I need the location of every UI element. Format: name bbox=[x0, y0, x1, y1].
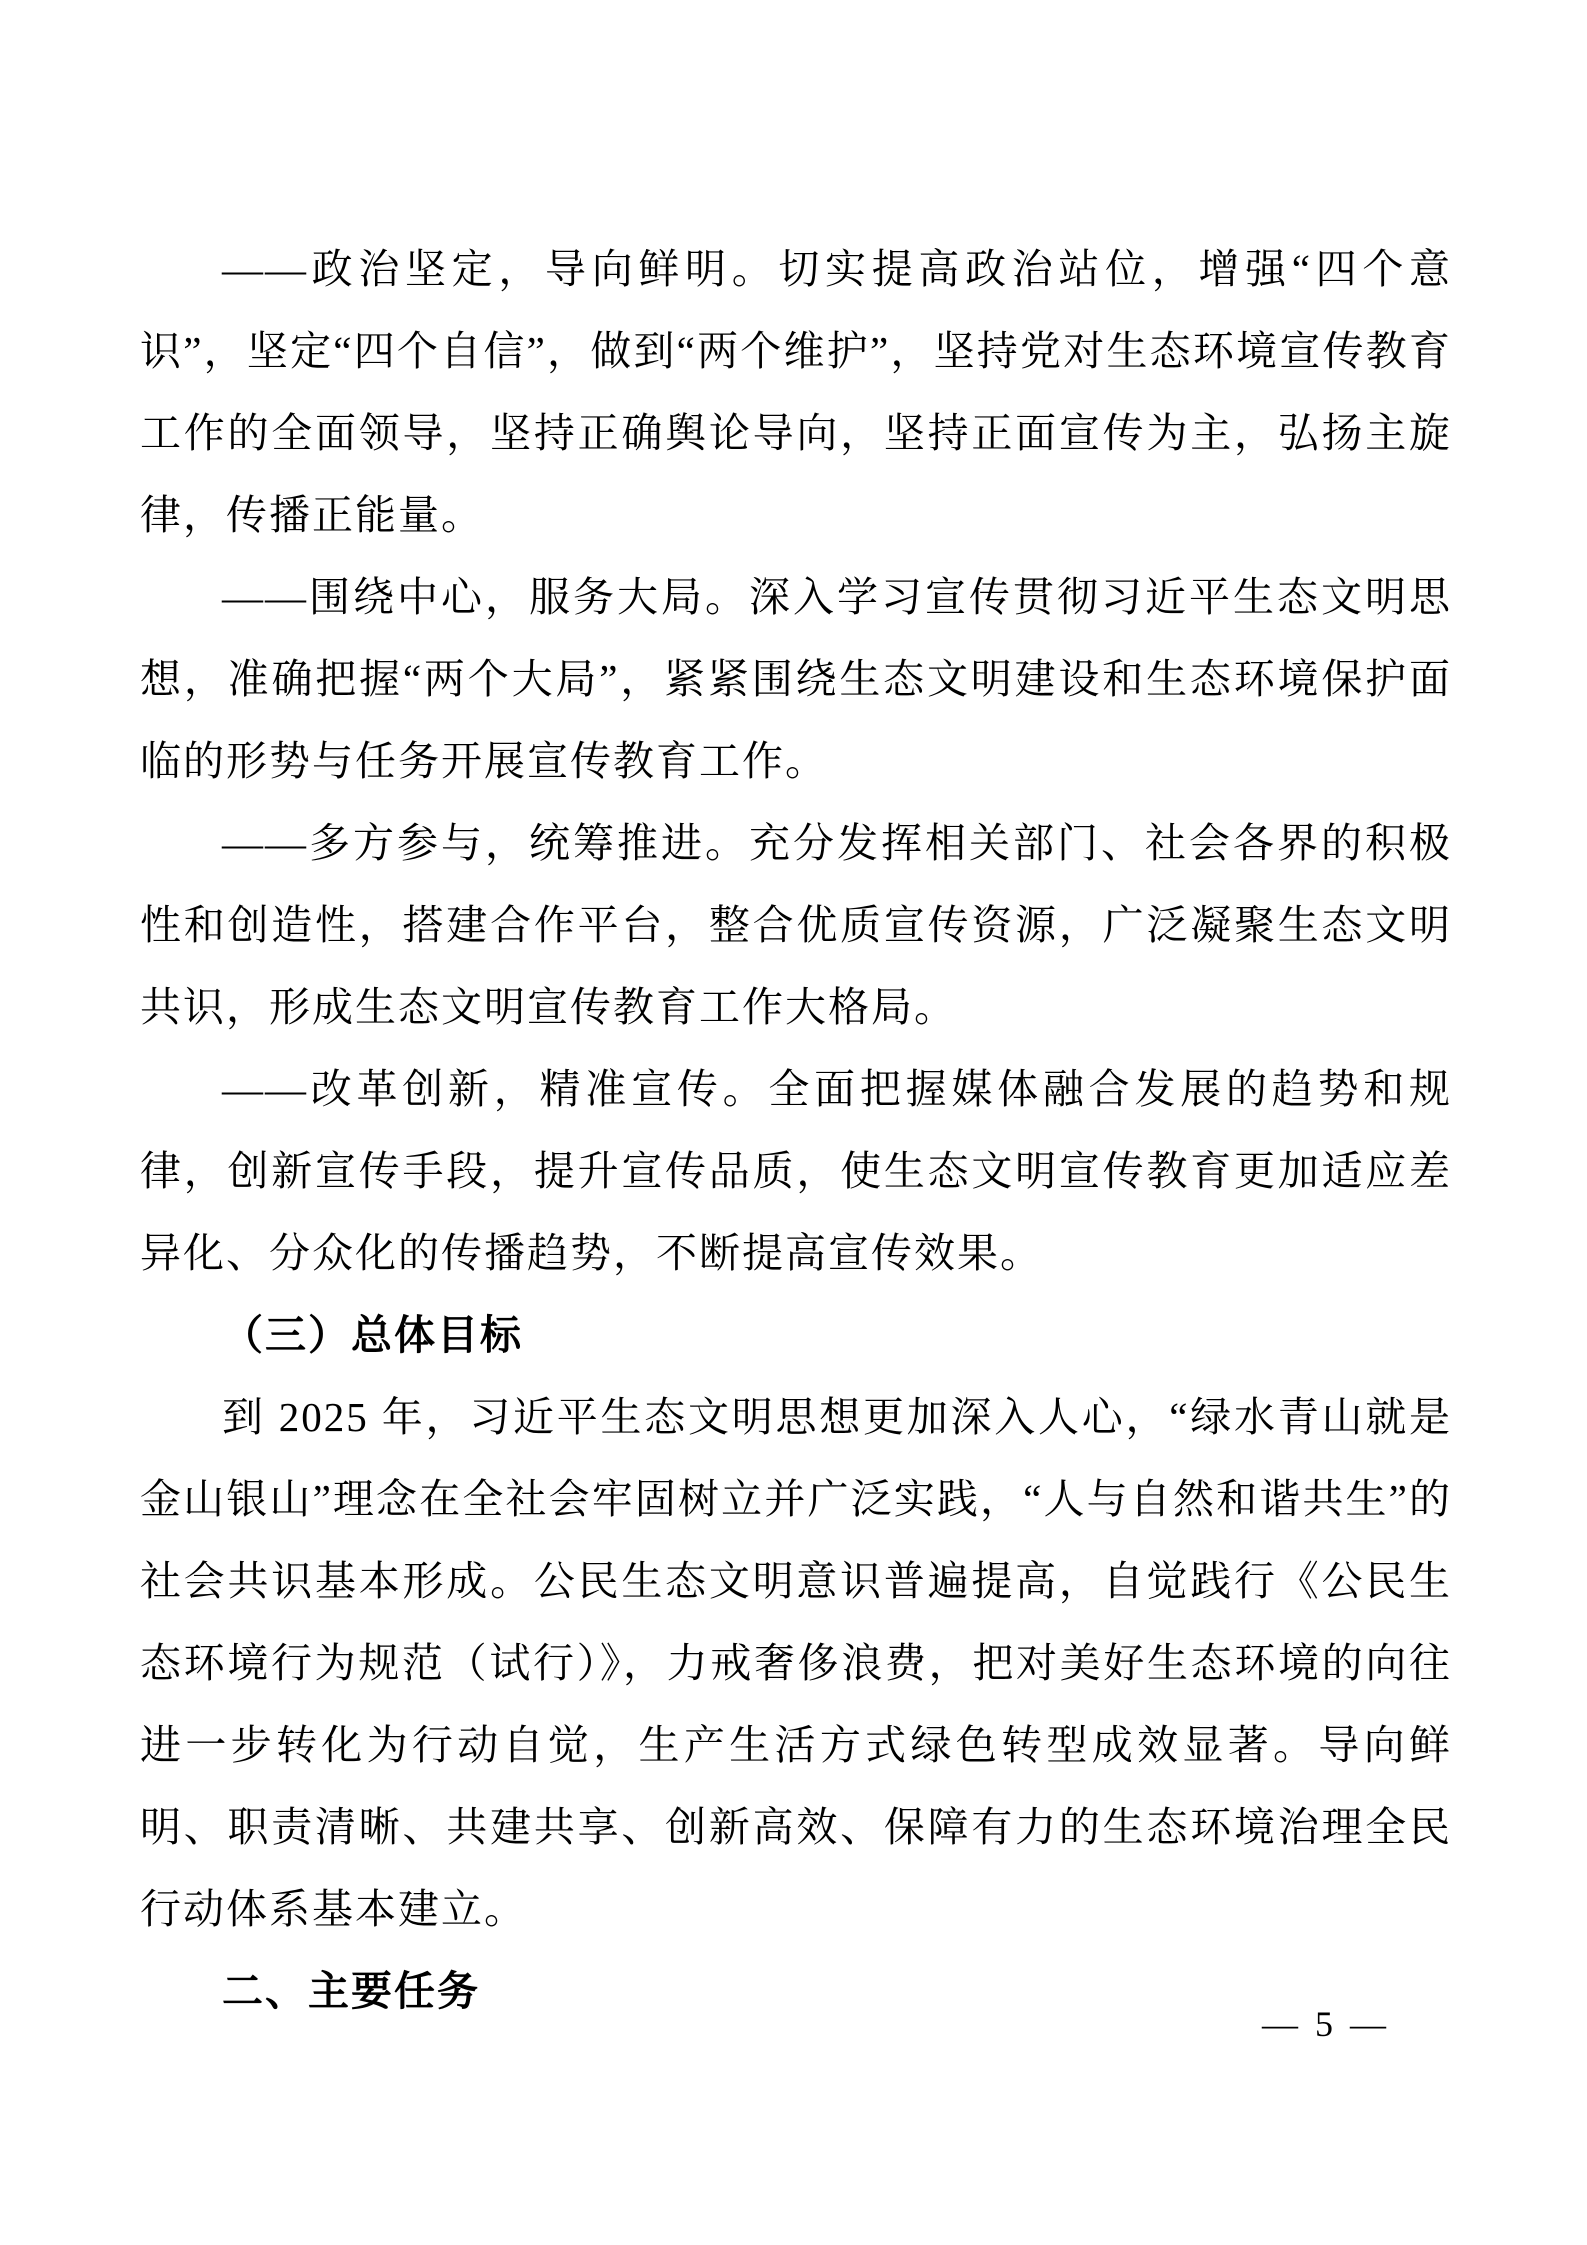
document-body bbox=[140, 228, 1452, 2032]
paragraph-principle-participation: ——多方参与，统筹推进。充分发挥相关部门、社会各界的积极性和创造性，搭建合作平台，整合优质宣传资源，广泛凝聚生态文明共识，形成生态文明宣传教育工作大格局。 bbox=[140, 820, 1452, 1030]
section-heading-main-tasks: 二、主要任务 bbox=[222, 1968, 480, 2014]
paragraph-principle-innovation: ——改革创新，精准宣传。全面把握媒体融合发展的趋势和规律，创新宣传手段，提升宣传品质，使生态文明宣传教育更加适应差异化、分众化的传播趋势，不断提高宣传效果。 bbox=[140, 1066, 1452, 1276]
subsection-heading-overall-goal: （三）总体目标 bbox=[222, 1312, 523, 1358]
paragraph-principle-political: ——政治坚定，导向鲜明。切实提高政治站位，增强“四个意识”，坚定“四个自信”，做到“两个维护”，坚持党对生态环境宣传教育工作的全面领导，坚持正确舆论导向，坚持正面宣传为主，弘扬主旋律，传播正能量。 bbox=[140, 246, 1452, 538]
paragraph-overall-goal: 到 2025 年，习近平生态文明思想更加深入人心，“绿水青山就是金山银山”理念在全社会牢固树立并广泛实践，“人与自然和谐共生”的社会共识基本形成。公民生态文明意识普遍提高，自觉践行《公民生态环境行为规范（试行）》，力戒奢侈浪费，把对美好生态环境的向往进一步转化为行动自觉，生产生活方式绿色转型成效显著。导向鲜明、职责清晰、共建共享、创新高效、保障有力的生态环境治理全民行动体系基本建立。 bbox=[140, 1394, 1452, 1932]
paragraph-principle-center: ——围绕中心，服务大局。深入学习宣传贯彻习近平生态文明思想，准确把握“两个大局”，紧紧围绕生态文明建设和生态环境保护面临的形势与任务开展宣传教育工作。 bbox=[140, 574, 1452, 784]
page-number: — 5 — bbox=[1262, 2004, 1390, 2044]
